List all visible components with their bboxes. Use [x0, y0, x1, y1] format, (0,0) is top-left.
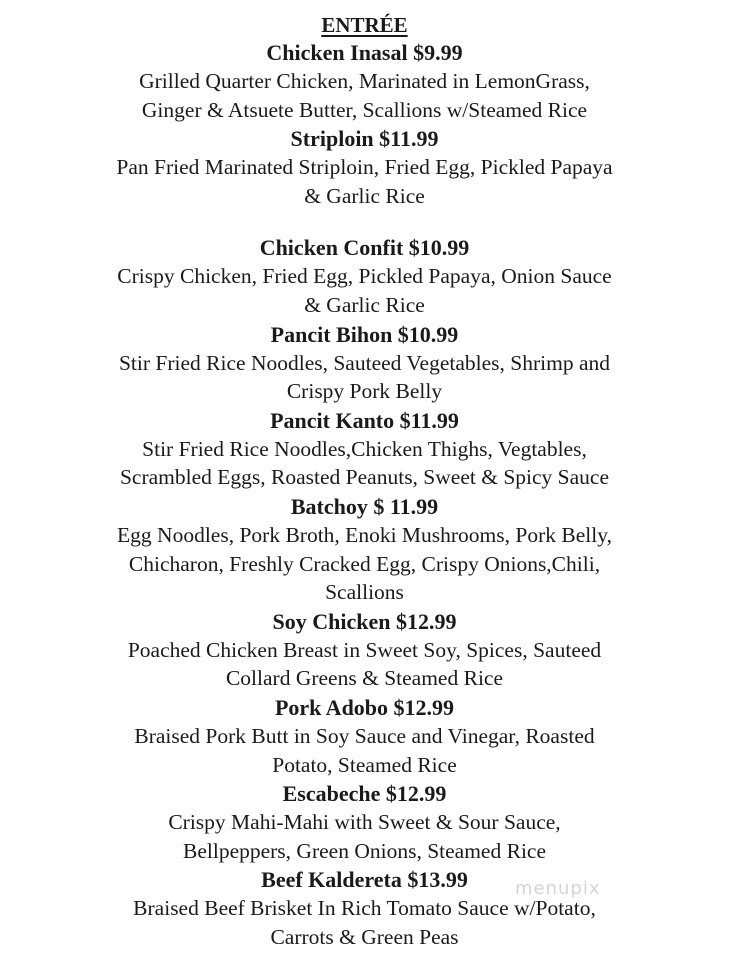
menu-item-pork-adobo — [0, 693, 729, 779]
item-name: Chicken Confit $10.99 — [259, 235, 470, 261]
item-description-line: Carrots & Green Peas — [270, 924, 459, 949]
item-description-line: Braised Beef Brisket In Rich Tomato Sauce w/Potato, — [133, 896, 596, 921]
item-description-line: Potato, Steamed Rice — [272, 752, 457, 777]
item-name: Pork Adobo $12.99 — [274, 694, 455, 720]
spacer — [0, 210, 729, 233]
menu-item-chicken-inasal — [0, 38, 729, 124]
item-description-line: Stir Fried Rice Noodles,Chicken Thighs, Vegtables, — [142, 436, 587, 461]
menu-item-striploin — [0, 124, 729, 210]
item-description-line: Braised Pork Butt in Soy Sauce and Vinegar, Roasted — [134, 723, 595, 748]
item-description-line: Collard Greens & Steamed Rice — [225, 666, 504, 691]
menu-item-batchoy — [0, 492, 729, 607]
menu-item-soy-chicken — [0, 607, 729, 693]
item-description-line: Grilled Quarter Chicken, Marinated in LemonGrass, — [139, 69, 590, 93]
item-description-line: Scrambled Eggs, Roasted Peanuts, Sweet & Spicy Sauce — [119, 465, 610, 490]
menu-item-chicken-confit — [0, 233, 729, 319]
item-name: Pancit Kanto $11.99 — [270, 407, 459, 433]
item-description-line: Stir Fried Rice Noodles, Sauteed Vegetables, Shrimp and — [118, 350, 611, 375]
item-description-line: Egg Noodles, Pork Broth, Enoki Mushrooms, Pork Belly, — [117, 522, 612, 547]
item-description-line: & Garlic Rice — [304, 183, 425, 208]
item-description-line: Crispy Mahi-Mahi with Sweet & Sour Sauce, — [168, 810, 561, 835]
item-description-line: Crispy Pork Belly — [286, 379, 443, 404]
item-description-line: Poached Chicken Breast in Sweet Soy, Spices, Sauteed — [127, 637, 602, 662]
item-name: Beef Kaldereta $13.99 — [261, 867, 468, 893]
section-title: ENTRÉE — [321, 13, 408, 37]
item-description-line: Ginger & Atsuete Butter, Scallions w/Steamed Rice — [141, 97, 588, 122]
item-name: Chicken Inasal $9.99 — [266, 40, 463, 65]
item-name: Pancit Bihon $10.99 — [270, 321, 459, 347]
menu-item-pancit-kanto — [0, 406, 729, 492]
menu-item-pancit-bihon — [0, 320, 729, 406]
item-description-line: Chicharon, Freshly Cracked Egg, Crispy Onions,Chili, — [128, 551, 601, 576]
item-description-line: Crispy Chicken, Fried Egg, Pickled Papaya, Onion Sauce — [117, 264, 612, 289]
item-name: Soy Chicken $12.99 — [272, 608, 457, 634]
watermark-logo: menupix — [515, 878, 601, 899]
item-description-line: Scallions — [325, 580, 404, 605]
item-description-line: Pan Fried Marinated Striploin, Fried Egg, Pickled Papaya — [116, 155, 613, 180]
item-name: Batchoy $ 11.99 — [290, 493, 439, 519]
item-description-line: Bellpeppers, Green Onions, Steamed Rice — [182, 838, 546, 863]
item-name: Escabeche $12.99 — [282, 781, 447, 807]
item-name: Striploin $11.99 — [290, 126, 439, 152]
menu-item-escabeche — [0, 779, 729, 865]
item-description-line: & Garlic Rice — [304, 292, 425, 317]
menu-page — [0, 12, 729, 951]
menu-item-beef-kaldereta — [0, 865, 729, 951]
